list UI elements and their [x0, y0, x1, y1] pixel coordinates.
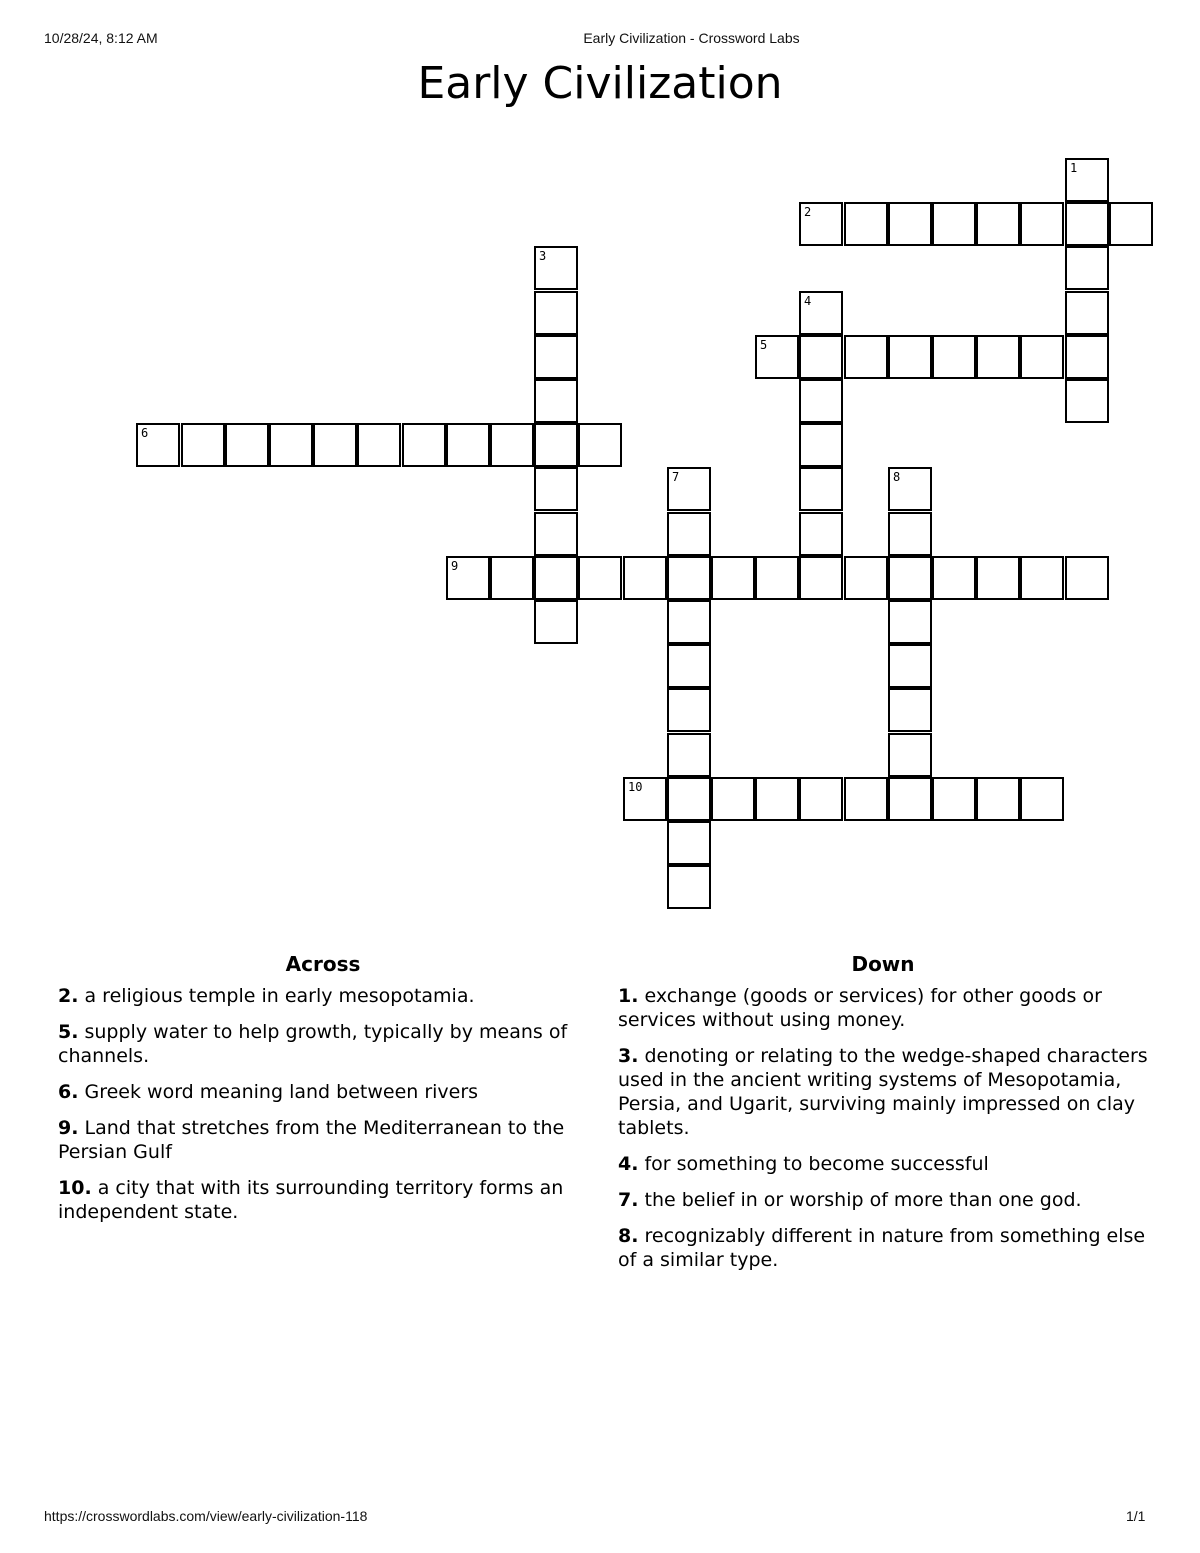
- grid-cell: [1065, 379, 1109, 423]
- clue-number: 2: [804, 205, 812, 219]
- grid-cell: [932, 777, 976, 821]
- across-clues: [58, 952, 588, 1236]
- grid-cell: [667, 821, 711, 865]
- grid-cell: [844, 335, 888, 379]
- grid-cell: [1109, 202, 1153, 246]
- grid-cell: [888, 556, 932, 600]
- clue-down-7: 7. the belief in or worship of more than one god.: [618, 1189, 1082, 1211]
- clue-across-9: 9. Land that stretches from the Mediterranean to the Persian Gulf: [58, 1117, 565, 1163]
- grid-cell: [490, 556, 534, 600]
- grid-cell: [534, 379, 578, 423]
- grid-cell: [711, 556, 755, 600]
- grid-cell: [888, 733, 932, 777]
- grid-cell: [755, 556, 799, 600]
- grid-cell: [402, 423, 446, 467]
- grid-cell: [888, 512, 932, 556]
- grid-cell: [888, 335, 932, 379]
- clue-across-10: 10. a city that with its surrounding territory forms an independent state.: [58, 1177, 564, 1223]
- grid-cell: [490, 423, 534, 467]
- grid-cell: [888, 644, 932, 688]
- grid-cell: [1020, 335, 1064, 379]
- grid-cell: [1065, 335, 1109, 379]
- grid-cell: [844, 777, 888, 821]
- clue-number: 8: [893, 470, 901, 484]
- clue-number: 10: [628, 780, 643, 794]
- grid-cell: [888, 688, 932, 732]
- grid-cell: [1065, 556, 1109, 600]
- across-heading: Across: [285, 952, 361, 976]
- grid-cell: [888, 467, 932, 511]
- grid-cell: [667, 777, 711, 821]
- grid-cell: [799, 467, 843, 511]
- grid-cell: [976, 556, 1020, 600]
- grid-cell: [976, 202, 1020, 246]
- grid-cell: [357, 423, 401, 467]
- grid-cell: [534, 556, 578, 600]
- grid-cell: [313, 423, 357, 467]
- grid-cell: [623, 556, 667, 600]
- grid-cell: [1065, 246, 1109, 290]
- grid-cell: [799, 335, 843, 379]
- print-datetime: 10/28/24, 8:12 AM: [44, 30, 158, 46]
- grid-cell: [578, 556, 622, 600]
- grid-cell: [578, 423, 622, 467]
- grid-cell: [799, 379, 843, 423]
- clue-down-4: 4. for something to become successful: [618, 1153, 989, 1175]
- clue-down-8: 8. recognizably different in nature from something else of a similar type.: [618, 1225, 1146, 1271]
- grid-cell: [667, 688, 711, 732]
- grid-cell: [976, 777, 1020, 821]
- grid-cell: [888, 777, 932, 821]
- grid-cell: [623, 777, 667, 821]
- clue-across-6: 6. Greek word meaning land between rivers: [58, 1081, 479, 1103]
- grid-cell: [1065, 202, 1109, 246]
- grid-cell: [534, 423, 578, 467]
- grid-cell: [976, 335, 1020, 379]
- clue-number: 5: [760, 338, 768, 352]
- grid-cell: [1065, 291, 1109, 335]
- grid-cell: [181, 423, 225, 467]
- grid-cell: [755, 777, 799, 821]
- grid-cell: [888, 600, 932, 644]
- grid-cell: [534, 246, 578, 290]
- grid-cell: [446, 423, 490, 467]
- clue-across-5: 5. supply water to help growth, typically by means of channels.: [58, 1021, 568, 1067]
- grid-cell: [799, 512, 843, 556]
- clue-down-1: 1. exchange (goods or services) for other goods or services without using money.: [618, 985, 1102, 1031]
- print-page-title: Early Civilization - Crossword Labs: [583, 30, 800, 46]
- grid-cell: [667, 733, 711, 777]
- grid-cell: [799, 423, 843, 467]
- grid-cell: [799, 556, 843, 600]
- grid-cell: [667, 556, 711, 600]
- grid-cell: [1020, 202, 1064, 246]
- down-clues: [618, 952, 1148, 1284]
- clue-across-2: 2. a religious temple in early mesopotamia.: [58, 985, 475, 1007]
- clue-down-3: 3. denoting or relating to the wedge-shaped characters used in the ancient writing systems of Mesopotamia, Persia, and Ugarit, surviving mainly impressed on clay tablets.: [618, 1045, 1148, 1139]
- grid-cell: [534, 335, 578, 379]
- grid-cell: [667, 865, 711, 909]
- grid-cell: [844, 202, 888, 246]
- grid-cell: [269, 423, 313, 467]
- grid-cell: [534, 512, 578, 556]
- grid-cell: [136, 423, 180, 467]
- grid-cell: [1065, 158, 1109, 202]
- clue-number: 4: [804, 294, 812, 308]
- grid-cell: [799, 202, 843, 246]
- grid-cell: [711, 777, 755, 821]
- grid-cell: [932, 335, 976, 379]
- clue-number: 7: [672, 470, 680, 484]
- grid-cell: [534, 291, 578, 335]
- grid-cell: [932, 556, 976, 600]
- clue-number: 6: [141, 426, 149, 440]
- grid-cell: [844, 556, 888, 600]
- footer-page-number: 1/1: [1126, 1508, 1146, 1524]
- grid-cell: [446, 556, 490, 600]
- grid-cell: [667, 644, 711, 688]
- grid-cell: [799, 777, 843, 821]
- clue-number: 1: [1070, 161, 1078, 175]
- grid-cell: [888, 202, 932, 246]
- grid-cell: [534, 600, 578, 644]
- clue-number: 9: [451, 559, 459, 573]
- grid-cell: [755, 335, 799, 379]
- puzzle-title: Early Civilization: [417, 58, 783, 109]
- grid-cell: [667, 467, 711, 511]
- grid-cell: [667, 512, 711, 556]
- grid-cell: [932, 202, 976, 246]
- footer-url: https://crosswordlabs.com/view/early-civilization-118: [44, 1508, 368, 1524]
- grid-cell: [225, 423, 269, 467]
- grid-cell: [799, 291, 843, 335]
- grid-cell: [1020, 777, 1064, 821]
- down-heading: Down: [851, 952, 915, 976]
- grid-cell: [667, 600, 711, 644]
- clue-number: 3: [539, 249, 547, 263]
- grid-cell: [1020, 556, 1064, 600]
- grid-cell: [534, 467, 578, 511]
